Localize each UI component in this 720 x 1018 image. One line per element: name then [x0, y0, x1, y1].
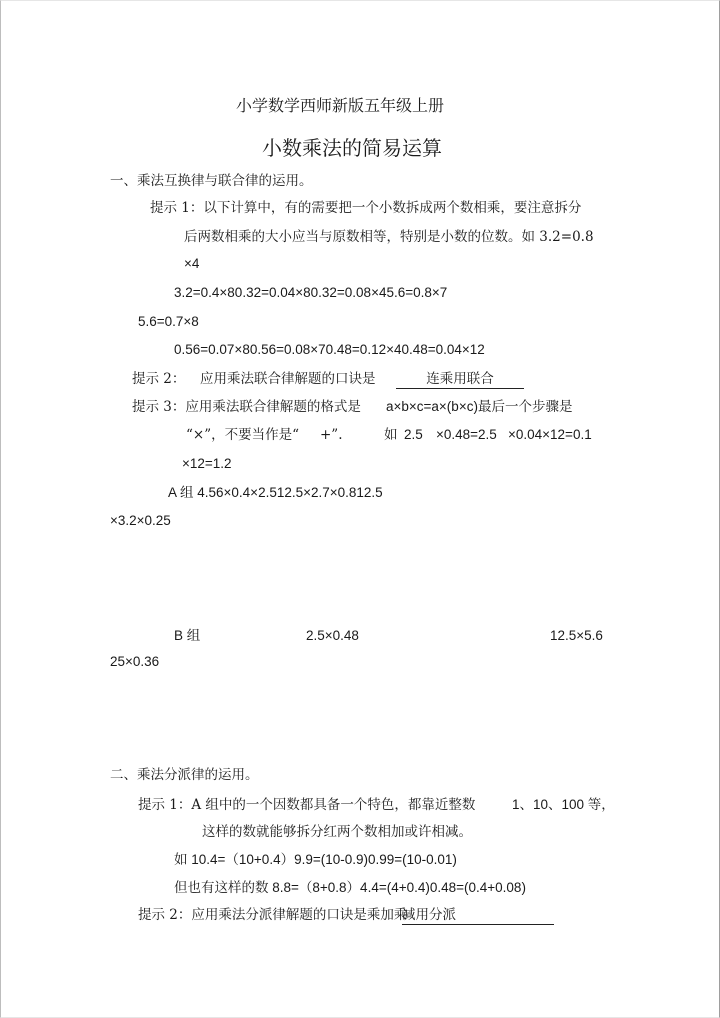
section1-heading: 一、乘法互换律与联合律的运用。 — [110, 173, 313, 189]
section2-tip1-line1b: 1、10、100 等， — [512, 797, 615, 812]
section2-tip2-text: 提示 2：应用乘法分派律解题的口诀是乘加乘 — [138, 907, 408, 923]
section1-tip3-line1: 提示 3：应用乘法联合律解题的格式是 — [132, 399, 361, 415]
group-a-line1: A 组 4.56×0.4×2.512.5×2.7×0.812.5 — [168, 485, 383, 500]
section1-tip1-line2: 后两数相乘的大小应当与原数相等，特别是小数的位数。如 3.2=0.8 — [184, 229, 594, 245]
section1-tip2-text: 应用乘法联合律解题的口诀是 — [200, 371, 376, 387]
section2-tip1-line2: 这样的数就能够拆分红两个数相加或许相减。 — [202, 824, 472, 840]
section2-heading: 二、乘法分派律的运用。 — [110, 767, 259, 783]
section1-tip3-line2e: ×0.48=2.5 — [436, 427, 497, 442]
section2-tip1-example1: 如 10.4=（10+0.4）9.9=(10-0.9)0.99=(10-0.01) — [174, 852, 457, 867]
section1-tip1-example1: 3.2=0.4×80.32=0.04×80.32=0.08×45.6=0.8×7 — [174, 285, 448, 300]
section2-tip2-answer: 减用分派 — [402, 906, 554, 925]
group-b-item3: 25×0.36 — [110, 654, 160, 669]
section1-tip1-line1: 提示 1：以下计算中，有的需要把一个小数拆成两个数相乘，要注意拆分 — [150, 200, 582, 216]
document-subtitle: 小学数学西师新版五年级上册 — [236, 96, 445, 115]
section1-tip3-formula: a×b×c=a×(b×c)最后一个步骤是 — [386, 399, 573, 414]
group-a-line2: ×3.2×0.25 — [110, 513, 171, 528]
section1-tip1-example2: 5.6=0.7×8 — [138, 314, 199, 329]
section1-tip3-line3: ×12=1.2 — [182, 456, 232, 471]
section1-tip2-label: 提示 2： — [132, 371, 186, 387]
section1-tip2-answer: 连乘用联合 — [396, 370, 524, 389]
section2-tip1-example2: 但也有这样的数 8.8=（8+0.8）4.4=(4+0.4)0.48=(0.4+0.08) — [174, 880, 526, 895]
group-b-item1: 2.5×0.48 — [306, 628, 359, 643]
section1-tip3-line2c: 如 — [384, 427, 398, 443]
document-title: 小数乘法的简易运算 — [262, 136, 442, 160]
section1-tip1-line3: ×4 — [184, 256, 200, 271]
section1-tip1-example3: 0.56=0.07×80.56=0.08×70.48=0.12×40.48=0.04×12 — [174, 342, 485, 357]
group-b-item2: 12.5×5.6 — [550, 628, 603, 643]
section1-tip3-line2b: +”. — [320, 427, 343, 443]
section2-tip1-line1a: 提示 1：A 组中的一个因数都具备一个特色，都靠近整数 — [138, 797, 476, 813]
group-b-label: B 组 — [174, 628, 201, 643]
section1-tip3-line2d: 2.5 — [404, 427, 423, 442]
section1-tip3-line2a: “×”，不要当作是“ — [186, 427, 300, 443]
section1-tip3-line2f: ×0.04×12=0.1 — [508, 427, 592, 442]
